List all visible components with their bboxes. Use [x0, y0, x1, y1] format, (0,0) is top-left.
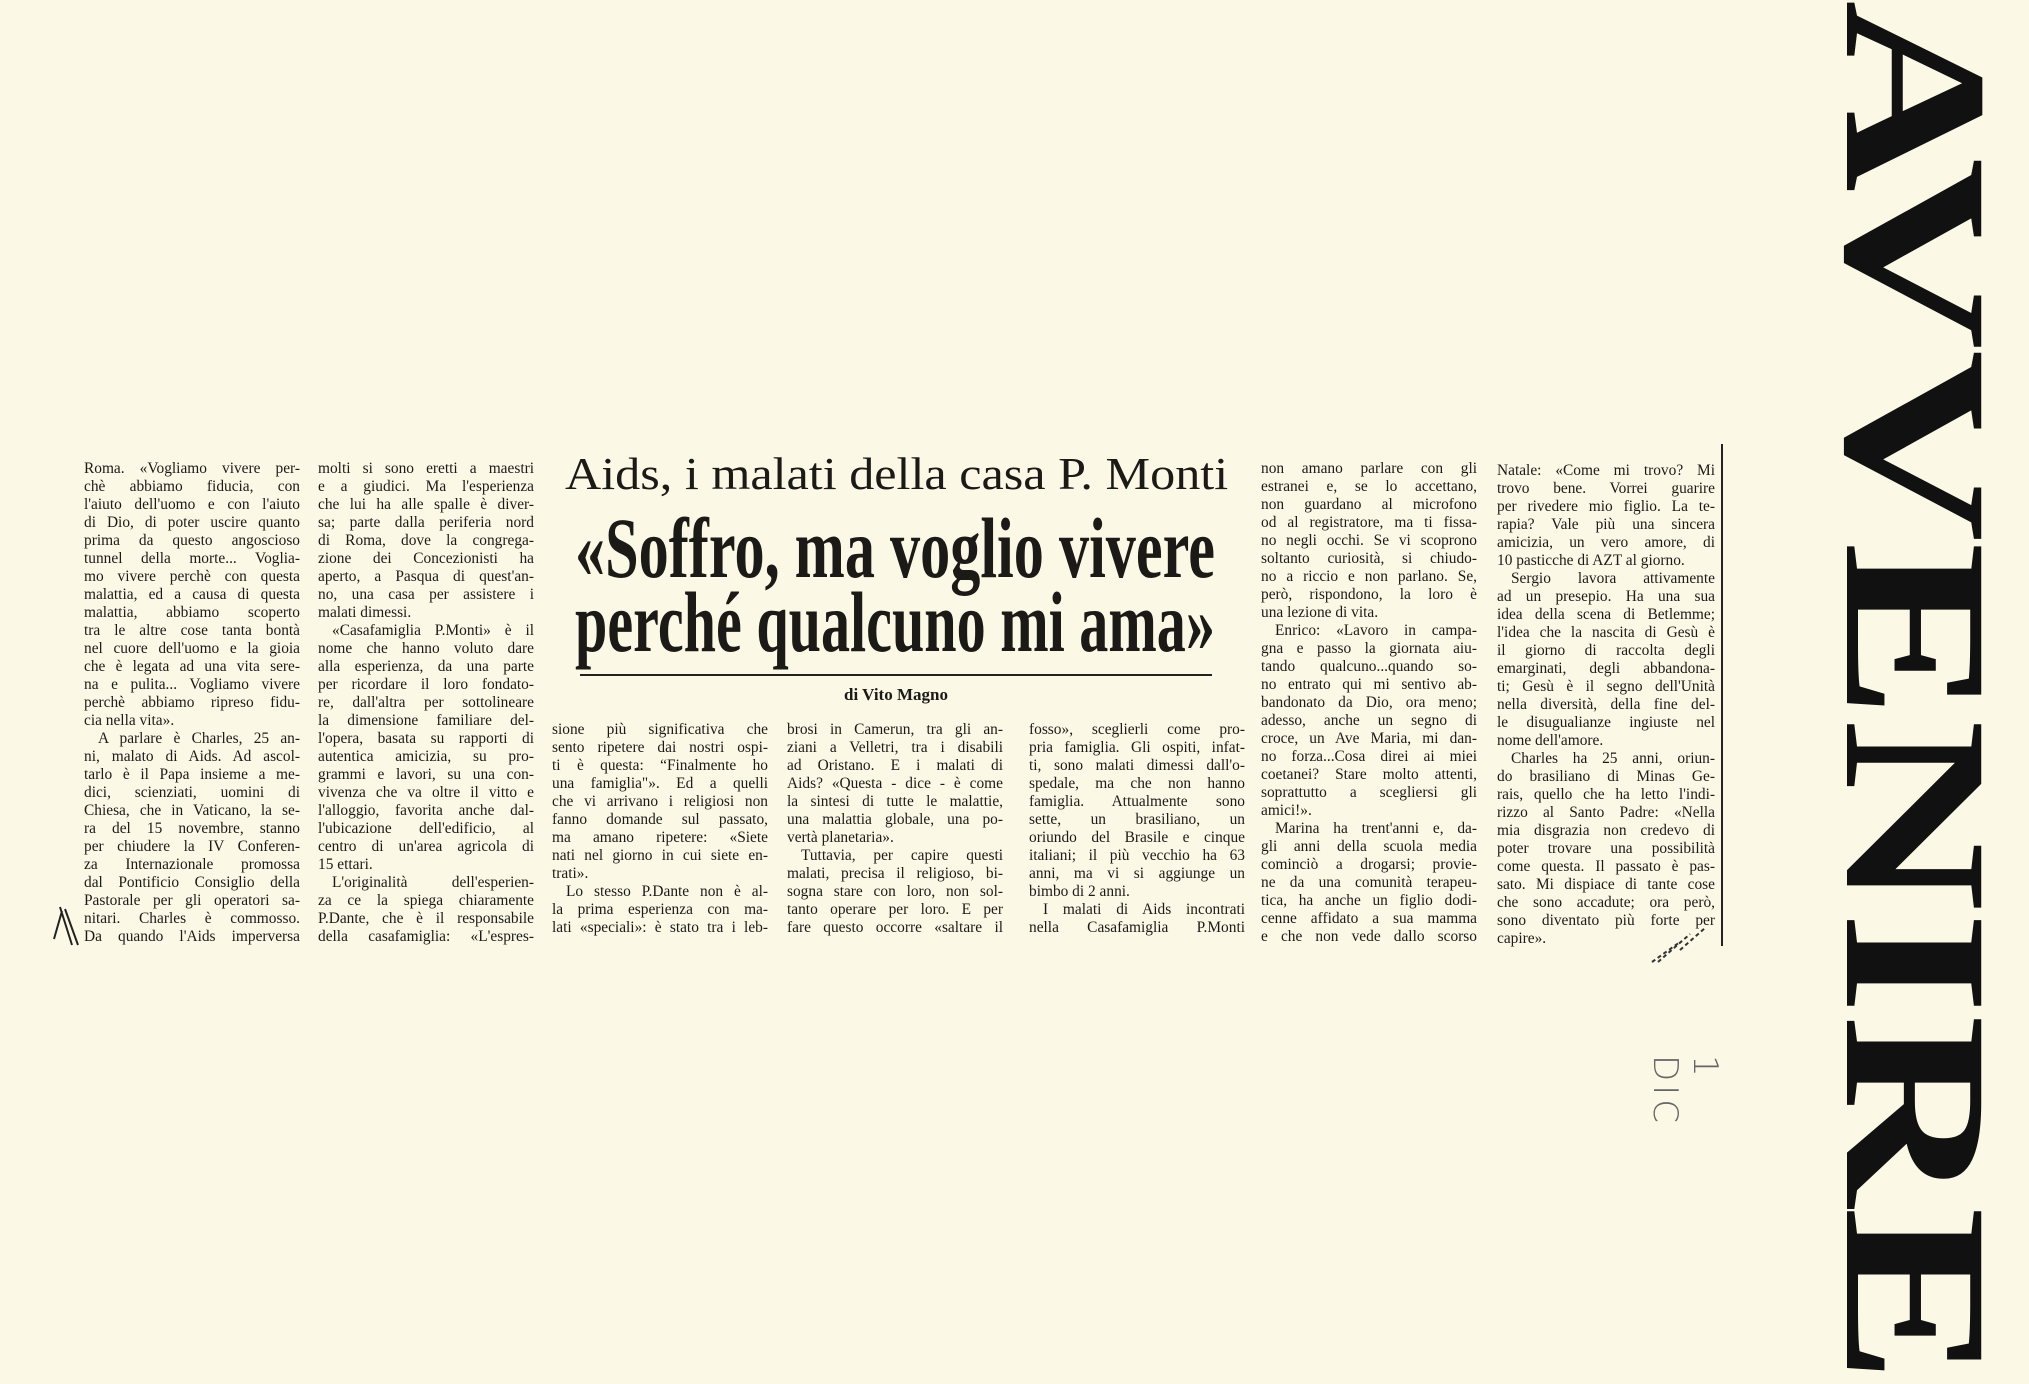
text-line: malattia, ed a causa di questa — [84, 586, 300, 603]
text-line: bandonato da Dio, ora meno; — [1261, 694, 1477, 711]
text-line: dici, scienziati, uomini di — [84, 784, 300, 801]
text-line: nella Casafamiglia P.Monti — [1029, 919, 1245, 936]
text-line: ad Oristano. E i malati di — [787, 757, 1003, 774]
text-line: ti è questa: “Finalmente ho — [552, 757, 768, 774]
text-line: coetanei? Stare molto attenti, — [1261, 766, 1477, 783]
text-line: anni, ma vi si aggiunge un — [1029, 865, 1245, 882]
paragraph — [1029, 721, 1245, 901]
scratch-mark-icon — [1650, 920, 1720, 965]
text-line: Lo stesso P.Dante non è al- — [566, 883, 768, 900]
text-line: Pastorale per gli operatori sa- — [84, 892, 300, 909]
text-line: P.Dante, che è il responsabile — [318, 910, 534, 927]
text-line: sono diventato più forte per — [1497, 912, 1715, 929]
text-line: sogna stare con loro, non sol- — [787, 883, 1003, 900]
paragraph — [787, 847, 1003, 937]
article-column-1 — [84, 460, 300, 946]
text-line: rais, quello che ha letto l'indi- — [1497, 786, 1715, 803]
text-line: Enrico: «Lavoro in campa- — [1275, 622, 1477, 639]
text-line: tarlo è il Papa insieme a me- — [84, 766, 300, 783]
text-line: Charles ha 25 anni, oriun- — [1511, 750, 1715, 767]
text-line: ma amano ripetere: «Siete — [552, 829, 768, 846]
text-line: cia nella vita». — [84, 712, 175, 729]
text-line: rapia? Vale più una sincera — [1497, 516, 1715, 533]
text-line: ne da una comunità terapeu- — [1261, 874, 1477, 891]
text-line: nitari. Charles è commosso. — [84, 910, 300, 927]
text-line: L'originalità dell'esperien- — [332, 874, 534, 891]
article-kicker — [565, 448, 1228, 500]
text-line: nella diversità, della fine del- — [1497, 696, 1715, 713]
text-line: emarginati, degli abbandona- — [1497, 660, 1715, 677]
text-line: come questa. Il passato è pas- — [1497, 858, 1715, 875]
paragraph — [84, 730, 300, 946]
text-line: che è legata ad una vita sere- — [84, 658, 300, 675]
text-line: idea della scena di Betlemme; — [1497, 606, 1715, 623]
text-line: sa; parte dalla periferia nord — [318, 514, 534, 531]
text-line: oriundo del Brasile e cinque — [1029, 829, 1245, 846]
text-line: fosso», sceglierli come pro- — [1029, 721, 1245, 738]
text-line: nome dell'amore. — [1497, 732, 1604, 749]
pen-mark-icon — [40, 905, 90, 950]
text-line: estranei e, se lo accettano, — [1261, 478, 1477, 495]
paragraph — [1497, 570, 1715, 750]
text-line: l'aiuto dell'uomo e con l'aiuto — [84, 496, 300, 513]
text-line: una lezione di vita. — [1261, 604, 1379, 621]
text-line: adesso, anche un segno di — [1261, 712, 1477, 729]
text-line: autentica amicizia, su pro- — [318, 748, 534, 765]
text-line: l'alloggio, favorita anche dal- — [318, 802, 534, 819]
article-column-7 — [1497, 462, 1715, 948]
text-line: la dimensione familiare del- — [318, 712, 534, 729]
text-line: vivenza che va oltre il vitto e — [318, 784, 534, 801]
text-line: capire». — [1497, 930, 1547, 947]
paragraph — [1261, 460, 1477, 622]
text-line: cenne affidato a sua mamma — [1261, 910, 1477, 927]
text-line: la sintesi di tutte le malattie, — [787, 793, 1003, 810]
text-line: italiani; il più vecchio ha 63 — [1029, 847, 1245, 864]
paragraph — [318, 874, 534, 946]
text-line: croce, un Ave Maria, mi dan- — [1261, 730, 1477, 747]
text-line: le disugualianze ingiuste nel — [1497, 714, 1715, 731]
text-line: gna e passo la giornata aiu- — [1261, 640, 1477, 657]
text-line: sato. Mi dispiace di tante cose — [1497, 876, 1715, 893]
text-line: I malati di Aids incontrati — [1043, 901, 1245, 918]
text-line: molti si sono eretti a maestri — [318, 460, 534, 477]
text-line: per rivedere mio figlio. La te- — [1497, 498, 1715, 515]
article-column-5 — [1029, 721, 1245, 937]
article-column-4 — [787, 721, 1003, 937]
text-line: od al registratore, ma ti fissa- — [1261, 514, 1477, 531]
paragraph — [1497, 750, 1715, 948]
text-line: zione dei Concezionisti ha — [318, 550, 534, 567]
text-line: amicizia, un vero amore, di — [1497, 534, 1715, 551]
text-line: Da quando l'Aids imperversa — [84, 928, 300, 945]
text-line: vertà planetaria». — [787, 829, 894, 846]
text-line: tra le altre cose tanta bontà — [84, 622, 300, 639]
text-line: ti, sono malati dimessi dall'o- — [1029, 757, 1245, 774]
text-line: za Internazionale promossa — [84, 856, 300, 873]
masthead-logo-text: AVVENIRE — [1802, 0, 2029, 1384]
text-line: 15 ettari. — [318, 856, 373, 873]
text-line: trovo bene. Vorrei guarire — [1497, 480, 1715, 497]
text-line: centro di un'area agricola di — [318, 838, 534, 855]
text-line: e che non vede dallo scorso — [1261, 928, 1477, 945]
paragraph — [1497, 462, 1715, 570]
text-line: Natale: «Come mi trovo? Mi — [1497, 462, 1715, 479]
text-line: malattia, abbiamo scoperto — [84, 604, 300, 621]
text-line: aperto, a Pasqua di quest'an- — [318, 568, 534, 585]
text-line: per ricordare il loro fondato- — [318, 676, 534, 693]
text-line: tica, ha anche un figlio dodi- — [1261, 892, 1477, 909]
text-line: ziani a Velletri, tra i disabili — [787, 739, 1003, 756]
text-line: 10 pasticche di AZT al giorno. — [1497, 552, 1685, 569]
text-line: una famiglia"». Ed a quelli — [552, 775, 768, 792]
text-line: dal Pontificio Consiglio della — [84, 874, 300, 891]
text-line: prima da questo angoscioso — [84, 532, 300, 549]
text-line: ad un presepio. Ha una sua — [1497, 588, 1715, 605]
paragraph — [552, 721, 768, 883]
text-line: trati». — [552, 865, 589, 882]
text-line: tando qualcuno...quando so- — [1261, 658, 1477, 675]
paragraph — [1261, 820, 1477, 946]
text-line: della casafamiglia: «L'espres- — [318, 928, 534, 945]
headline-line-2 — [575, 574, 1215, 670]
text-line: la prima esperienza con ma- — [552, 901, 768, 918]
text-line: fare questo occorre «saltare il — [787, 919, 1003, 936]
paragraph — [1029, 901, 1245, 937]
text-line: che lui ha alle spalle è diver- — [318, 496, 534, 513]
article-column-6 — [1261, 460, 1477, 946]
paragraph — [787, 721, 1003, 847]
text-line: amici!». — [1261, 802, 1312, 819]
text-line: per chiudere la IV Conferen- — [84, 838, 300, 855]
paragraph — [318, 622, 534, 874]
text-line: Sergio lavora attivamente — [1511, 570, 1715, 587]
text-line: nel cuore dell'uomo e la gioia — [84, 640, 300, 657]
text-line: gli anni della scuola media — [1261, 838, 1477, 855]
text-line: no entrato qui mi sentivo ab- — [1261, 676, 1477, 693]
text-line: sione più significativa che — [552, 721, 768, 738]
paragraph — [1261, 622, 1477, 820]
text-line: brosi in Camerun, tra gli an- — [787, 721, 1003, 738]
text-line: famiglia. Attualmente sono — [1029, 793, 1245, 810]
text-line: non guardano al microfono — [1261, 496, 1477, 513]
text-line: di Dio, di poter uscire quanto — [84, 514, 300, 531]
text-line: grammi e lavori, su una con- — [318, 766, 534, 783]
text-line: di Roma, dove la congrega- — [318, 532, 534, 549]
article-column-3 — [552, 721, 768, 937]
text-line: mo vivere perchè con questa — [84, 568, 300, 585]
text-line: tanto operare per loro. E per — [787, 901, 1003, 918]
text-line: nome che hanno voluto dare — [318, 640, 534, 657]
text-line: malati, precisa il religioso, bi- — [787, 865, 1003, 882]
text-line: ra del 15 novembre, stanno — [84, 820, 300, 837]
text-line: «Casafamiglia P.Monti» è il — [332, 622, 534, 639]
text-line: Roma. «Vogliamo vivere per- — [84, 460, 300, 477]
text-line: l'opera, basata su rapporti di — [318, 730, 534, 747]
paragraph — [552, 883, 768, 937]
text-line: spedale, ma che non hanno — [1029, 775, 1245, 792]
text-line: l'ubicazione dell'edificio, al — [318, 820, 534, 837]
text-line: mia disgrazia non credevo di — [1497, 822, 1715, 839]
headline-text-2: perché qualcuno mi ama» — [575, 574, 1215, 670]
text-line: rizzo al Santo Padre: «Nella — [1497, 804, 1715, 821]
text-line: Chiesa, che in Vaticano, la se- — [84, 802, 300, 819]
text-line: sette, un brasiliano, un — [1029, 811, 1245, 828]
paragraph — [84, 460, 300, 730]
text-line: una malattia globale, una po- — [787, 811, 1003, 828]
text-line: soprattutto a scegliersi gli — [1261, 784, 1477, 801]
text-line: sento ripetere dai nostri ospi- — [552, 739, 768, 756]
newspaper-masthead — [1802, 0, 2029, 1384]
text-line: Tuttavia, per capire questi — [801, 847, 1003, 864]
headline-rule — [580, 674, 1212, 676]
article-column-2 — [318, 460, 534, 946]
text-line: no a riccio e non parlano. Se, — [1261, 568, 1477, 585]
text-line: tunnel della morte... Voglia- — [84, 550, 300, 567]
text-line: non amano parlare con gli — [1261, 460, 1477, 477]
text-line: no forza...Cosa direi ai miei — [1261, 748, 1477, 765]
text-line: e a giudici. Ma l'esperienza — [318, 478, 534, 495]
text-line: za ce la spiega chiaramente — [318, 892, 534, 909]
text-line: l'idea che la nascita di Gesù è — [1497, 624, 1715, 641]
text-line: perchè abbiamo ripreso fidu- — [84, 694, 300, 711]
text-line: Aids? «Questa - dice - è come — [787, 775, 1003, 792]
handwritten-date-note: 1 DIC — [1645, 1055, 1725, 1127]
text-line: chè abbiamo fiducia, con — [84, 478, 300, 495]
text-line: no, una casa per assistere i — [318, 586, 534, 603]
text-line: ti; Gesù è il segno dell'Unità — [1497, 678, 1715, 695]
text-line: re, dall'altra per sottolineare — [318, 694, 534, 711]
kicker-text: Aids, i malati della casa P. Monti — [565, 448, 1229, 499]
text-line: do brasiliano di Minas Ge- — [1497, 768, 1715, 785]
byline: di Vito Magno — [844, 685, 948, 704]
text-line: fanno domande sul passato, — [552, 811, 768, 828]
text-line: lati «speciali»: è stato tra i leb- — [552, 919, 768, 936]
text-line: nati nel giorno in cui siete en- — [552, 847, 768, 864]
text-line: che vi arrivano i religiosi non — [552, 793, 768, 810]
paragraph — [318, 460, 534, 622]
text-line: però, rispondono, la loro è — [1261, 586, 1477, 603]
text-line: cominciò a drogarsi; provie- — [1261, 856, 1477, 873]
text-line: A parlare è Charles, 25 an- — [98, 730, 300, 747]
text-line: poter trovare una possibilità — [1497, 840, 1715, 857]
text-line: bimbo di 2 anni. — [1029, 883, 1130, 900]
text-line: Marina ha trent'anni e, da- — [1275, 820, 1477, 837]
text-line: ni, malato di Aids. Ad ascol- — [84, 748, 300, 765]
text-line: no negli occhi. Se vi scoprono — [1261, 532, 1477, 549]
text-line: che sono accadute; ora però, — [1497, 894, 1715, 911]
text-line: pria famiglia. Gli ospiti, infat- — [1029, 739, 1245, 756]
text-line: malati dimessi. — [318, 604, 412, 621]
text-line: il giorno di raccolta degli — [1497, 642, 1715, 659]
headline-text-1: «Soffro, ma voglio vivere — [575, 500, 1216, 596]
text-line: soltanto curiosità, si chiudo- — [1261, 550, 1477, 567]
column-divider — [1721, 444, 1723, 946]
text-line: na e pulita... Vogliamo vivere — [84, 676, 300, 693]
text-line: alla esperienza, da una parte — [318, 658, 534, 675]
